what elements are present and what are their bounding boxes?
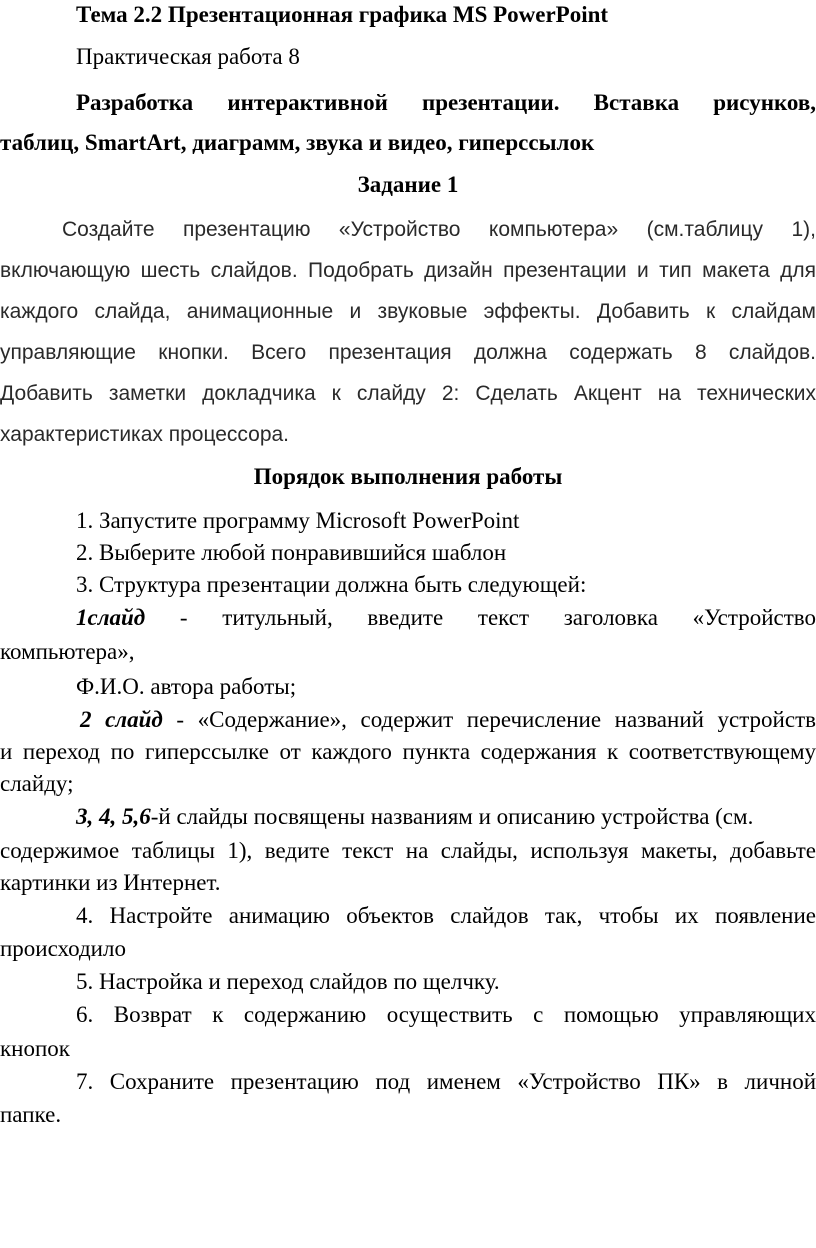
task-text-line-4: управляющие кнопки. Всего презентация должна содержать 8 слайдов.	[0, 341, 816, 364]
slides-3-6-line-2: содержимое таблицы 1), ведите текст на слайды, используя макеты, добавьте	[0, 838, 816, 863]
slide-2-line-2: и переход по гиперссылке от каждого пункта содержания к соответствующему	[0, 739, 816, 764]
slide-1-line-1	[76, 603, 816, 633]
task-text-line-5: Добавить заметки докладчика к слайду 2: Сделать Акцент на технических	[0, 382, 816, 405]
slide-1-line-2: компьютера»,	[0, 639, 135, 664]
step-6-line-2: кнопок	[0, 1036, 70, 1061]
slides-3-6-line-1	[76, 802, 753, 832]
work-title-line-2: таблиц, SmartArt, диаграмм, звука и видео, гиперссылок	[0, 130, 595, 155]
task-text-line-3: каждого слайда, анимационные и звуковые эффекты. Добавить к слайдам	[0, 300, 816, 323]
slide-1-label: 1слайд	[76, 605, 146, 630]
slides-3-6-text: -й слайды посвящены названиям и описанию устройства (см.	[150, 804, 754, 829]
procedure-heading: Порядок выполнения работы	[253, 464, 563, 489]
step-7-line-2: папке.	[0, 1102, 62, 1127]
step-5: 5. Настройка и переход слайдов по щелчку.	[76, 969, 500, 994]
slide-2-text: - «Содержание», содержит перечисление названий устройств	[162, 707, 816, 732]
step-6-line-1: 6. Возврат к содержанию осуществить с помощью управляющих	[76, 1002, 816, 1027]
step-7-line-1: 7. Сохраните презентацию под именем «Устройство ПК» в личной	[76, 1069, 816, 1094]
slide-2-line-1	[80, 705, 816, 735]
task-heading: Задание 1	[357, 172, 459, 197]
practical-work-label: Практическая работа 8	[76, 44, 300, 69]
slide-1-text: - титульный, введите текст заголовка «Устройство	[145, 605, 816, 630]
step-4-line-1: 4. Настройте анимацию объектов слайдов так, чтобы их появление	[76, 903, 816, 928]
slide-2-line-3: слайду;	[0, 771, 74, 796]
step-4-line-2: происходило	[0, 936, 126, 961]
step-1: 1. Запустите программу Microsoft PowerPoint	[76, 508, 520, 533]
step-2: 2. Выберите любой понравившийся шаблон	[76, 540, 507, 565]
step-3: 3. Структура презентации должна быть следующей:	[76, 572, 587, 597]
slide-2-label: 2 слайд	[80, 707, 163, 732]
topic-title: Тема 2.2 Презентационная графика MS PowerPoint	[76, 2, 609, 27]
slides-3-6-label: 3, 4, 5,6	[76, 804, 151, 829]
work-title-line-1: Разработка интерактивной презентации. Вставка рисунков,	[76, 90, 816, 115]
task-text-line-1: Создайте презентацию «Устройство компьютера» (см.таблицу 1),	[62, 218, 816, 241]
task-text-line-2: включающую шесть слайдов. Подобрать дизайн презентации и тип макета для	[0, 259, 816, 282]
slides-3-6-line-3: картинки из Интернет.	[0, 870, 221, 895]
task-text-line-6: характеристиках процессора.	[0, 423, 290, 446]
slide-1-author: Ф.И.О. автора работы;	[76, 674, 297, 699]
